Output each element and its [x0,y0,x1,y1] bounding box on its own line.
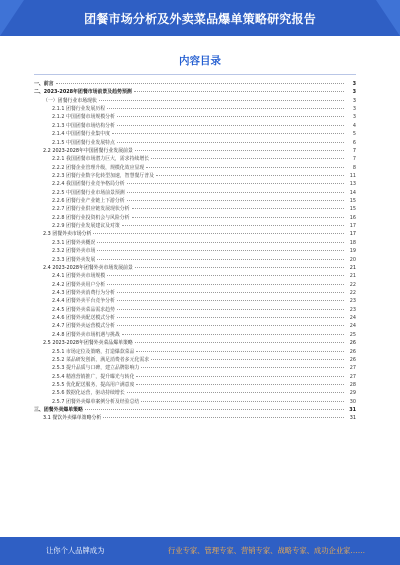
toc-page-number: 25 [349,331,356,338]
toc-page-number: 3 [352,106,356,113]
toc-leader-dots [117,288,344,293]
toc-entry-title: 2.4.6 团餐外卖配送模式分析 [52,315,115,322]
toc-entry-title: 2.4.8 团餐外卖市场机遇与挑战 [52,331,120,338]
toc-page-number: 22 [349,281,356,288]
toc-leader-dots [127,179,344,184]
toc-leader-dots [117,313,344,318]
toc-page-number: 16 [349,214,356,221]
table-of-contents [34,80,356,423]
toc-entry-title: 2.2.2 团餐企业管理升级，规模化效应显现 [52,164,145,171]
toc-leader-dots [146,163,344,168]
toc-page-number: 13 [349,181,356,188]
toc-entry-title: 2.2.1 我国团餐市场潜力巨大，需求持续增长 [52,156,150,163]
toc-page-number: 23 [349,298,356,305]
toc-leader-dots [117,305,344,310]
toc-leader-dots [135,146,344,151]
toc-entry-title: 2.2.7 团餐行业供应链发展现状分析 [52,206,130,213]
toc-entry-title: 2.4.7 团餐外卖运营模式分析 [52,323,115,330]
toc-entry-title: 2.4.4 团餐外卖平台竞争分析 [52,298,115,305]
toc-entry-title: 2.4.5 团餐外卖菜品需求趋势 [52,306,115,313]
toc-leader-dots [97,255,344,260]
footer-slogan: 让你个人品牌成为 [46,546,105,555]
toc-leader-dots [135,338,344,343]
toc-entry-title: 三、团餐外卖爆单策略 [34,407,83,414]
toc-page-number: 6 [352,139,356,146]
toc-leader-dots [107,104,344,109]
toc-entry-title: （一）团餐行业市场现状 [43,97,97,104]
toc-page-number: 3 [352,81,356,87]
toc-title-divider [34,74,356,75]
toc-page-number: 26 [349,356,356,363]
toc-page-number: 26 [349,340,356,347]
toc-entry-title: 2.3.2 团餐外卖市场 [52,248,96,255]
toc-leader-dots [99,96,344,101]
toc-entry-title: 2.3.3 团餐外卖发展 [52,256,96,263]
toc-page-number: 28 [349,381,356,388]
toc-leader-dots [122,221,344,226]
toc-page-number: 7 [352,147,356,154]
toc-page-number: 3 [352,97,356,104]
toc-leader-dots [141,397,344,402]
toc-entry-title: 2.2.9 团餐行业发展建议及对策 [52,223,120,230]
toc-leader-dots [122,330,344,335]
toc-leader-dots [136,372,344,377]
toc-page-number: 24 [349,315,356,322]
toc-leader-dots [136,380,344,385]
toc-leader-dots [117,138,344,143]
toc-leader-dots [127,196,344,201]
toc-entry-title: 2.2.6 团餐行业产业链上下游分析 [52,198,125,205]
toc-leader-dots [141,363,344,368]
toc-page-number: 5 [352,131,356,138]
toc-page-number: 31 [349,407,356,414]
toc-entry-title: 2.5.7 团餐外卖爆单案例分析及经验总结 [52,398,140,405]
report-title: 团餐市场分析及外卖菜品爆单策略研究报告 [84,11,316,26]
toc-entry-title: 2.1.3 中国团餐市场结构分析 [52,122,115,129]
toc-entry-title: 2.4.1 团餐外卖市场规模 [52,273,106,280]
toc-entry-title: 2.5 2023-2028年团餐外卖菜品爆单策略 [43,340,133,347]
toc-leader-dots [151,355,344,360]
footer-roles: 行业专家、管理专家、营销专家、战略专家、成功企业家…… [168,546,366,555]
toc-page-number: 14 [349,189,356,196]
toc-leader-dots [117,112,344,117]
toc-entry-title: 2.4.3 团餐外卖消费行为分析 [52,289,115,296]
toc-leader-dots [117,296,344,301]
toc-entry[interactable] [34,414,356,422]
toc-page-number: 30 [349,398,356,405]
toc-leader-dots [107,280,344,285]
toc-entry-title: 一、前言 [34,81,54,87]
toc-leader-dots [132,213,344,218]
toc-entry-title: 2.1.1 团餐行业发展历程 [52,106,106,113]
toc-page-number: 7 [352,156,356,163]
toc-leader-dots [117,321,344,326]
toc-entry-title: 2.1.5 中国团餐行业发展特点 [52,139,115,146]
toc-entry-title: 3.1 餐饮外卖爆单策略分析 [43,415,102,422]
toc-leader-dots [134,87,344,92]
toc-leader-dots [135,263,344,268]
toc-entry-title: 2.5.4 精准营销推广，提升曝光与转化 [52,373,135,380]
toc-entry-title: 2.4.2 团餐外卖用户分析 [52,281,106,288]
toc-entry-title: 2.5.3 提升品质与口碑，建立品牌影响力 [52,365,140,372]
toc-leader-dots [117,121,344,126]
toc-page-number: 24 [349,323,356,330]
toc-entry-title: 2.3 团餐外卖市场分析 [43,231,92,238]
toc-page-number: 31 [349,415,356,422]
toc-leader-dots [103,413,344,418]
toc-entry-title: 2.2.8 团餐行业投资机会与风险分析 [52,214,130,221]
header-left-decoration [0,0,24,36]
toc-page-number: 17 [349,223,356,230]
toc-entry-title: 2.2.4 我国团餐行业竞争格局分析 [52,181,125,188]
toc-leader-dots [112,129,344,134]
toc-entry-title: 2.5.2 菜品研发创新，满足消费者多元化需求 [52,356,150,363]
toc-entry-title: 2.4 2023-2028年团餐外卖市场发展前景 [43,264,133,271]
toc-page-number: 15 [349,198,356,205]
toc-entry-title: 2.2.3 团餐行业数字化转型加速，智慧餐厅普及 [52,172,155,179]
toc-entry-title: 2.1.2 中国团餐市场规模分析 [52,114,115,121]
toc-leader-dots [56,79,344,84]
toc-entry-title: 2.2.5 中国团餐行业市场前景预测 [52,189,125,196]
toc-page-number: 21 [349,273,356,280]
toc-leader-dots [127,188,344,193]
header-right-decoration [376,0,400,36]
toc-page-number: 19 [349,248,356,255]
toc-page-number: 15 [349,206,356,213]
toc-page-number: 27 [349,365,356,372]
toc-entry-title: 2.5.6 数据化运营，驱动持续增长 [52,390,125,397]
toc-page-number: 20 [349,256,356,263]
toc-page-number: 4 [352,122,356,129]
toc-entry-title: 2.2 2023-2028年中国团餐行业发展前景 [43,147,133,154]
toc-page-number: 23 [349,306,356,313]
toc-page-number: 8 [352,164,356,171]
toc-page-number: 3 [352,114,356,121]
page-footer [0,537,400,565]
toc-leader-dots [97,246,344,251]
toc-leader-dots [151,154,344,159]
toc-leader-dots [93,229,344,234]
toc-leader-dots [97,238,344,243]
toc-leader-dots [132,204,344,209]
toc-page-number: 27 [349,373,356,380]
toc-page-number: 17 [349,231,356,238]
page-header [0,0,400,36]
toc-entry-title: 2.3.1 团餐外卖概况 [52,239,96,246]
toc-leader-dots [85,405,344,410]
toc-entry-title: 二、2023-2028年团餐市场前景及趋势预测 [34,89,132,96]
toc-page-number: 18 [349,239,356,246]
toc-leader-dots [107,271,344,276]
toc-page-number: 21 [349,264,356,271]
toc-entry-title: 2.5.5 优化配送服务，提高用户满意度 [52,381,135,388]
toc-leader-dots [156,171,344,176]
toc-page-number: 3 [352,89,356,96]
toc-page-number: 29 [349,390,356,397]
toc-page-number: 11 [349,172,356,179]
toc-page-number: 22 [349,289,356,296]
toc-title: 内容目录 [179,55,221,67]
toc-entry-title: 2.1.4 中国团餐行业集中度 [52,131,111,138]
toc-entry-title: 2.5.1 市场定位及策略，打造爆款菜品 [52,348,135,355]
toc-leader-dots [127,388,344,393]
toc-leader-dots [136,347,344,352]
toc-page-number: 26 [349,348,356,355]
